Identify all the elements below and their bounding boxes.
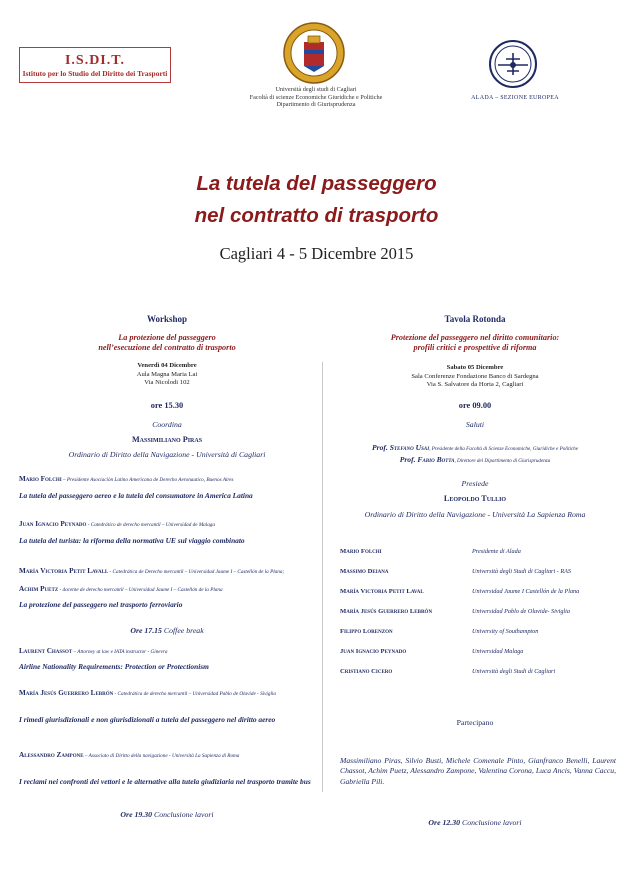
panelist-affiliation: Università degli Studi di Cagliari bbox=[472, 668, 556, 675]
workshop-closing bbox=[20, 810, 314, 819]
panelist-affiliation: Università degli Studi di Cagliari - RAS bbox=[472, 568, 571, 575]
speaker-3b bbox=[19, 585, 315, 593]
speaker-3b-desc: - docente de derecho mercantil – Universidad Jaume I – Castellón de la Plana bbox=[58, 587, 223, 593]
university-seal-icon bbox=[282, 20, 346, 86]
greeting-2-prefix: Prof. bbox=[399, 455, 418, 464]
speaker-4-name: Laurent Chassot bbox=[19, 647, 73, 655]
university-caption bbox=[230, 86, 402, 109]
isdit-logo bbox=[19, 47, 171, 83]
workshop-day: Venerdì 04 Dicembre bbox=[137, 362, 197, 369]
isdit-logo-title: I.S.DI.T. bbox=[64, 52, 126, 68]
panelist-affiliation: Universidad Pablo de Olavide- Siviglia bbox=[472, 608, 570, 615]
speaker-6-desc: – Associato di Diritto della navigazione - Università La Sapienza di Roma bbox=[83, 753, 240, 759]
speaker-4-desc: – Attorney at law e IATA instructor - Ginevra bbox=[72, 649, 168, 655]
panelist-name: María Victoria Petit Laval bbox=[340, 588, 424, 595]
university-name: Università degli studi di Cagliari bbox=[275, 86, 357, 93]
coordinator-role: Ordinario di Diritto della Navigazione - Università di Cagliari bbox=[68, 450, 266, 459]
alada-seal-icon bbox=[488, 39, 538, 89]
department-name: Dipartimento di Giurisprudenza bbox=[276, 101, 356, 109]
speaker-5-name: María Jesús Guerrero Lebrón bbox=[19, 689, 114, 697]
event-dates: Cagliari 4 - 5 Dicembre 2015 bbox=[219, 244, 414, 263]
panelist-affiliation: University of Southampton bbox=[472, 628, 539, 635]
panelist-affiliation: Presidente di Alada bbox=[472, 548, 521, 555]
greeting-1-prefix: Prof. bbox=[372, 443, 390, 452]
chair-name: Leopoldo Tullio bbox=[443, 494, 507, 503]
speaker-6 bbox=[19, 751, 315, 760]
workshop-room: Aula Magna Maria Lai bbox=[136, 370, 198, 378]
tavola-closing bbox=[328, 818, 622, 827]
coordina-label: Coordina bbox=[152, 420, 182, 429]
isdit-logo-subtitle: Istituto per lo Studio del Diritto dei Trasporti bbox=[22, 68, 168, 78]
tavola-venue bbox=[328, 364, 622, 390]
speaker-5-desc: - Catedrática de derecho mercantil – Universidad Pablo de Olavide - Siviglia bbox=[113, 691, 276, 697]
talk-2: La tutela del turista: la riforma della normativa UE sul viaggio combinato bbox=[19, 536, 245, 545]
tavola-subtitle-line2: profili critici e prospettive di riforma bbox=[413, 343, 537, 352]
tavola-closing-time: Ore 12.30 bbox=[428, 818, 461, 827]
panelist-name: Filippo Lorenzon bbox=[340, 628, 393, 635]
greeting-2 bbox=[322, 449, 628, 467]
speaker-3-name: María Victoria Petit Lavall bbox=[19, 567, 109, 575]
panelist-affiliation: Universidad Jaume I Castellón de la Plana bbox=[472, 588, 580, 595]
faculty-name: Facoltà di scienze Economiche Giuridiche e Politiche bbox=[249, 93, 383, 101]
greeting-1-name: Stefano Usai bbox=[389, 443, 430, 452]
panelist-name: Mario Folchi bbox=[340, 548, 382, 555]
coffee-break-label: Coffee break bbox=[161, 626, 204, 635]
speaker-1 bbox=[19, 475, 315, 483]
talk-6: I reclami nei confronti dei vettori e le alternative alla tutela giudiziaria nel trasporto tramite bus bbox=[19, 777, 311, 786]
speaker-2-desc: - Catedrático de derecho mercantil – Universidad de Malaga bbox=[86, 522, 215, 528]
greeting-2-name: Fabio Botta bbox=[417, 455, 455, 464]
chair-role: Ordinario di Diritto della Navigazione - Università La Sapienza Roma bbox=[364, 510, 586, 519]
panelist-name: Juan Ignacio Peynado bbox=[340, 648, 407, 655]
tavola-address: Via S. Salvatore da Horta 2, Cagliari bbox=[426, 381, 524, 389]
speaker-1-name: Mario Folchi bbox=[19, 475, 62, 483]
speaker-5 bbox=[19, 689, 315, 698]
tavola-day: Sabato 05 Dicembre bbox=[446, 364, 504, 371]
workshop-address: Via Nicolodi 102 bbox=[144, 379, 190, 387]
speaker-3b-name: Achim Puetz bbox=[19, 585, 59, 593]
panelist-name: Massimo Deiana bbox=[340, 568, 389, 575]
panelist-affiliation: Universidad Malaga bbox=[472, 648, 524, 655]
tavola-subtitle-line1: Protezione del passeggero nel diritto comunitario: bbox=[390, 333, 560, 342]
participants-list: Massimiliano Piras, Silvio Busti, Michele Comenale Pinto, Gianfranco Benelli, Laurent Chassot, Achim Puetz, Alessandro Zampone, Valentina Corona, Luca Ancis, Vanna Caccu, Gabriella Pili. bbox=[340, 756, 616, 786]
tavola-heading: Tavola Rotonda bbox=[444, 314, 506, 324]
tavola-room: Sala Conferenze Fondazione Banco di Sardegna bbox=[411, 372, 539, 380]
talk-3: La protezione del passeggero nel trasporto ferroviario bbox=[19, 600, 183, 609]
partecipano-label: Partecipano bbox=[456, 718, 494, 727]
tavola-closing-label: Conclusione lavori bbox=[460, 818, 522, 827]
column-divider bbox=[322, 362, 323, 792]
saluti-label: Saluti bbox=[465, 420, 485, 429]
workshop-closing-time: Ore 19.30 bbox=[120, 810, 153, 819]
coffee-break-time: Ore 17.15 bbox=[130, 626, 162, 635]
workshop-heading: Workshop bbox=[146, 314, 188, 324]
event-title-line1: La tutela del passeggero bbox=[196, 172, 437, 195]
panelist-name: María Jesús Guerrero Lebrón bbox=[340, 608, 433, 615]
workshop-subtitle-line1: La protezione del passeggero bbox=[118, 333, 216, 342]
tavola-subtitle bbox=[328, 333, 622, 353]
workshop-subtitle-line2: nell’esecuzione del contratto di trasporto bbox=[98, 343, 236, 352]
talk-4: Airline Nationality Requirements: Protection or Protectionism bbox=[19, 662, 209, 671]
coffee-break bbox=[20, 626, 314, 635]
speaker-1-desc: – Presidente Asociaciòn Latino Americana de Derecho Aeronautico, Buenos Aires bbox=[61, 477, 234, 483]
coordinator-name: Massimiliano Piras bbox=[131, 435, 203, 444]
alada-caption: ALADA – SEZIONE EUROPEA bbox=[471, 95, 559, 101]
speaker-2-name: Juan Ignacio Peynado bbox=[19, 520, 87, 528]
talk-5: I rimedi giurisdizionali e non giurisdizionali a tutela del passeggero nel diritto aereo bbox=[19, 715, 276, 724]
speaker-3 bbox=[19, 567, 315, 576]
presiede-label: Presiede bbox=[461, 479, 489, 488]
greeting-1-role: , Presidente della Facoltà di Scienze Economiche, Giuridiche e Politiche bbox=[429, 446, 578, 452]
greeting-2-role: , Direttore del Dipartimento di Giurisprudenza bbox=[454, 458, 551, 464]
panelist-name: Cristiano Cicero bbox=[340, 668, 393, 675]
speaker-3-desc: - Catedrática de Derecho mercantil – Universidad Jaume I – Castellón de la Plana; bbox=[108, 569, 285, 575]
workshop-venue bbox=[20, 362, 314, 388]
speaker-4 bbox=[19, 647, 315, 655]
speaker-2 bbox=[19, 520, 315, 528]
workshop-subtitle bbox=[20, 333, 314, 353]
tavola-start-time: ore 09.00 bbox=[458, 401, 492, 410]
workshop-closing-label: Conclusione lavori bbox=[152, 810, 214, 819]
speaker-6-name: Alessandro Zampone bbox=[19, 751, 84, 759]
event-title-line2: nel contratto di trasporto bbox=[194, 204, 439, 227]
workshop-start-time: ore 15.30 bbox=[150, 401, 184, 410]
talk-1: La tutela del passeggero aereo e la tutela del consumatore in America Latina bbox=[19, 491, 253, 500]
